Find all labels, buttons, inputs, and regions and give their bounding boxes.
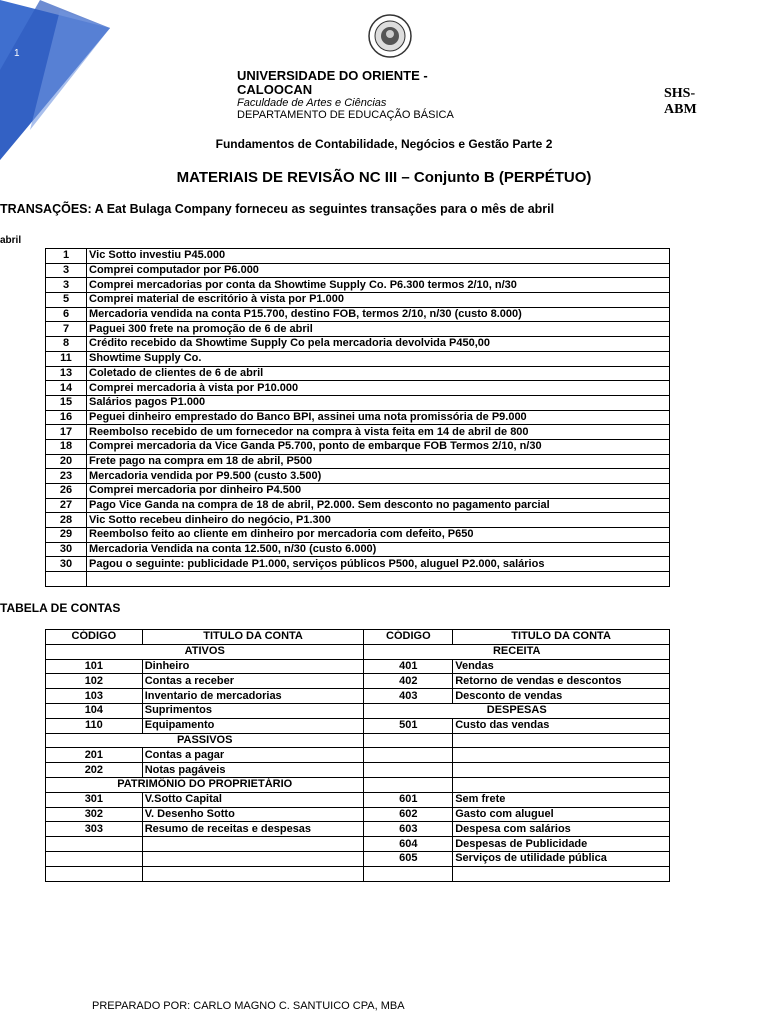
transaction-day: 3 (46, 263, 87, 278)
account-title: Dinheiro (142, 659, 364, 674)
account-code: 604 (364, 837, 453, 852)
table-row (46, 410, 670, 425)
empty-cell (453, 777, 670, 792)
account-title: Equipamento (142, 718, 364, 733)
transaction-day: 16 (46, 410, 87, 425)
account-title: Retorno de vendas e descontos (453, 674, 670, 689)
transaction-day: 5 (46, 293, 87, 308)
table-row (46, 851, 670, 866)
transaction-description: Mercadoria Vendida na conta 12.500, n/30 (custo 6.000) (87, 542, 670, 557)
month-label: abril (0, 235, 22, 246)
empty-cell (142, 866, 364, 881)
table-row (46, 837, 670, 852)
table-row (46, 351, 670, 366)
transaction-day: 29 (46, 528, 87, 543)
table-row (46, 249, 670, 264)
account-title: Notas pagáveis (142, 763, 364, 778)
table-row (46, 366, 670, 381)
table-row (46, 748, 670, 763)
table-row (46, 263, 670, 278)
corner-decoration (0, 0, 120, 160)
table-row (46, 644, 670, 659)
account-code: 104 (46, 703, 143, 718)
university-header (237, 69, 487, 121)
table-row (46, 498, 670, 513)
account-code: 110 (46, 718, 143, 733)
empty-cell (364, 748, 453, 763)
transactions-table (45, 248, 670, 587)
account-title: V.Sotto Capital (142, 792, 364, 807)
account-title: Serviços de utilidade pública (453, 851, 670, 866)
account-title: Gasto com aluguel (453, 807, 670, 822)
transaction-day: 6 (46, 307, 87, 322)
table-row (46, 307, 670, 322)
table-row (46, 513, 670, 528)
transaction-day: 13 (46, 366, 87, 381)
transaction-description: Vic Sotto investiu P45.000 (87, 249, 670, 264)
account-code: 501 (364, 718, 453, 733)
strand-line2: ABM (664, 102, 697, 117)
table-row (46, 337, 670, 352)
account-code: 403 (364, 689, 453, 704)
transaction-description: Salários pagos P1.000 (87, 395, 670, 410)
empty-cell (46, 837, 143, 852)
transaction-description: Comprei material de escritório à vista por P1.000 (87, 293, 670, 308)
account-title: Contas a pagar (142, 748, 364, 763)
transaction-day: 27 (46, 498, 87, 513)
university-name: UNIVERSIDADE DO ORIENTE - CALOOCAN (237, 68, 428, 97)
transaction-description: Mercadoria vendida por P9.500 (custo 3.500) (87, 469, 670, 484)
transaction-description: Frete pago na compra em 18 de abril, P500 (87, 454, 670, 469)
empty-cell (364, 763, 453, 778)
table-row (46, 703, 670, 718)
transaction-description: Pago Vice Ganda na compra de 18 de abril, P2.000. Sem desconto no pagamento parcial (87, 498, 670, 513)
transaction-day: 14 (46, 381, 87, 396)
transaction-description: Mercadoria vendida na conta P15.700, destino FOB, termos 2/10, n/30 (custo 8.000) (87, 307, 670, 322)
chart-of-accounts-table (45, 629, 670, 882)
transaction-day: 20 (46, 454, 87, 469)
university-seal-icon (368, 14, 412, 58)
transaction-day: 26 (46, 484, 87, 499)
strand-line1: SHS- (664, 86, 696, 101)
account-title: Contas a receber (142, 674, 364, 689)
transaction-description: Reembolso recebido de um fornecedor na compra à vista feita em 14 de abril de 800 (87, 425, 670, 440)
transaction-day: 17 (46, 425, 87, 440)
transaction-description: Comprei mercadorias por conta da Showtime Supply Co. P6.300 termos 2/10, n/30 (87, 278, 670, 293)
account-code: 201 (46, 748, 143, 763)
account-code: 602 (364, 807, 453, 822)
strand-label (664, 86, 697, 118)
section-revenue: RECEITA (364, 644, 670, 659)
account-title: Inventario de mercadorias (142, 689, 364, 704)
account-title: Desconto de vendas (453, 689, 670, 704)
table-header-row (46, 630, 670, 645)
table-row (46, 454, 670, 469)
transaction-day: 28 (46, 513, 87, 528)
empty-cell (142, 851, 364, 866)
table-row (46, 278, 670, 293)
section-equity: PATRIMÔNIO DO PROPRIETÁRIO (46, 777, 364, 792)
transaction-description: Crédito recebido da Showtime Supply Co pela mercadoria devolvida P450,00 (87, 337, 670, 352)
account-title: Despesas de Publicidade (453, 837, 670, 852)
transaction-description: Comprei mercadoria à vista por P10.000 (87, 381, 670, 396)
transaction-day: 23 (46, 469, 87, 484)
table-row (46, 528, 670, 543)
transaction-day: 8 (46, 337, 87, 352)
account-code: 601 (364, 792, 453, 807)
empty-cell (364, 733, 453, 748)
transactions-intro: TRANSAÇÕES: A Eat Bulaga Company forneceu as seguintes transações para o mês de abril (0, 202, 555, 216)
table-row (46, 381, 670, 396)
empty-cell (142, 837, 364, 852)
table-row (46, 469, 670, 484)
table-row (46, 322, 670, 337)
account-code: 402 (364, 674, 453, 689)
table-row (46, 822, 670, 837)
col-code: CÓDIGO (364, 630, 453, 645)
account-title: V. Desenho Sotto (142, 807, 364, 822)
faculty-name: Faculdade de Artes e Ciências (237, 97, 387, 109)
page-number: 1 (14, 48, 20, 59)
account-code: 605 (364, 851, 453, 866)
col-code: CÓDIGO (46, 630, 143, 645)
accounts-heading: TABELA DE CONTAS (0, 601, 121, 615)
account-title: Despesa com salários (453, 822, 670, 837)
account-code: 302 (46, 807, 143, 822)
empty-cell (453, 748, 670, 763)
table-row (46, 293, 670, 308)
table-row (46, 763, 670, 778)
department-name: DEPARTAMENTO DE EDUCAÇÃO BÁSICA (237, 109, 454, 121)
account-code: 202 (46, 763, 143, 778)
account-code: 401 (364, 659, 453, 674)
empty-cell (87, 572, 670, 587)
account-code: 301 (46, 792, 143, 807)
transaction-description: Showtime Supply Co. (87, 351, 670, 366)
table-row (46, 439, 670, 454)
transaction-description: Pagou o seguinte: publicidade P1.000, serviços públicos P500, aluguel P2.000, salários (87, 557, 670, 572)
account-title: Suprimentos (142, 703, 364, 718)
empty-cell (453, 866, 670, 881)
account-code: 103 (46, 689, 143, 704)
transaction-description: Reembolso feito ao cliente em dinheiro por mercadoria com defeito, P650 (87, 528, 670, 543)
table-row (46, 557, 670, 572)
account-code: 603 (364, 822, 453, 837)
table-row (46, 733, 670, 748)
table-row (46, 718, 670, 733)
table-row (46, 542, 670, 557)
empty-cell (364, 777, 453, 792)
transaction-day: 15 (46, 395, 87, 410)
transaction-day: 30 (46, 557, 87, 572)
account-title: Resumo de receitas e despesas (142, 822, 364, 837)
transaction-description: Comprei mercadoria da Vice Ganda P5.700, ponto de embarque FOB Termos 2/10, n/30 (87, 439, 670, 454)
table-row (46, 807, 670, 822)
subject-title: Fundamentos de Contabilidade, Negócios e Gestão Parte 2 (215, 137, 553, 151)
transaction-day: 1 (46, 249, 87, 264)
transaction-description: Paguei 300 frete na promoção de 6 de abril (87, 322, 670, 337)
empty-cell (46, 851, 143, 866)
transaction-description: Comprei mercadoria por dinheiro P4.500 (87, 484, 670, 499)
table-row (46, 572, 670, 587)
transaction-day: 30 (46, 542, 87, 557)
empty-cell (364, 866, 453, 881)
transaction-day: 7 (46, 322, 87, 337)
col-title: TITULO DA CONTA (142, 630, 364, 645)
section-liabilities: PASSIVOS (46, 733, 364, 748)
account-title: Vendas (453, 659, 670, 674)
section-assets: ATIVOS (46, 644, 364, 659)
transaction-day: 18 (46, 439, 87, 454)
account-title: Custo das vendas (453, 718, 670, 733)
account-code: 303 (46, 822, 143, 837)
transaction-description: Comprei computador por P6.000 (87, 263, 670, 278)
transaction-description: Coletado de clientes de 6 de abril (87, 366, 670, 381)
empty-cell (46, 572, 87, 587)
empty-cell (453, 763, 670, 778)
prepared-by: PREPARADO POR: CARLO MAGNO C. SANTUICO CPA, MBA (92, 1000, 405, 1012)
account-code: 102 (46, 674, 143, 689)
table-row (46, 792, 670, 807)
transaction-description: Peguei dinheiro emprestado do Banco BPI, assinei uma nota promissória de P9.000 (87, 410, 670, 425)
table-row (46, 777, 670, 792)
empty-cell (453, 733, 670, 748)
table-row (46, 484, 670, 499)
table-row (46, 674, 670, 689)
table-row (46, 659, 670, 674)
empty-cell (46, 866, 143, 881)
transaction-description: Vic Sotto recebeu dinheiro do negócio, P1.300 (87, 513, 670, 528)
table-row (46, 866, 670, 881)
transaction-day: 3 (46, 278, 87, 293)
table-row (46, 395, 670, 410)
table-row (46, 689, 670, 704)
section-expenses: DESPESAS (364, 703, 670, 718)
account-title: Sem frete (453, 792, 670, 807)
document-title: MATERIAIS DE REVISÃO NC III – Conjunto B (PERPÉTUO) (176, 169, 592, 186)
transaction-day: 11 (46, 351, 87, 366)
account-code: 101 (46, 659, 143, 674)
col-title: TITULO DA CONTA (453, 630, 670, 645)
table-row (46, 425, 670, 440)
